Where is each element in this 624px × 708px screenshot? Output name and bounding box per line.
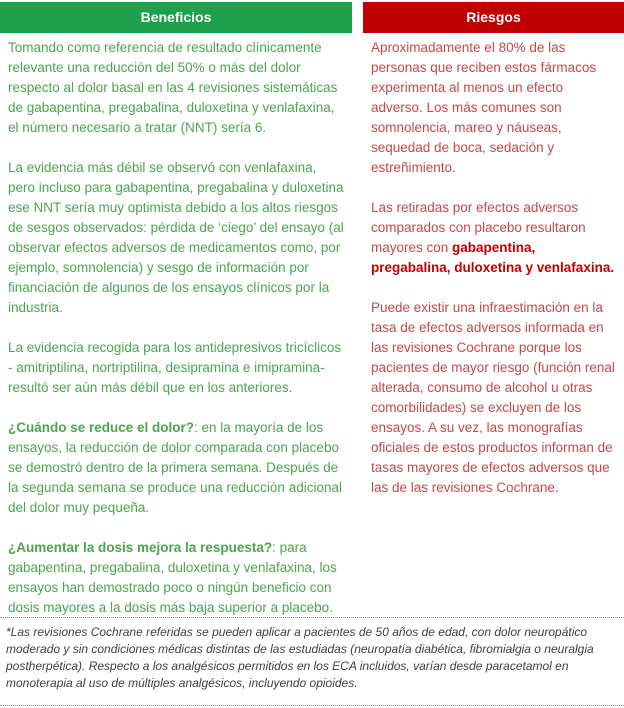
benefits-paragraph-tricyclics: La evidencia recogida para los antidepresivos tricíclicos - amitriptilina, nortriptilina, desipramina e imipramina- resultó ser aún más débil que en los anteriores.: [8, 340, 342, 395]
benefits-question-dose-lead: ¿Aumentar la dosis mejora la respuesta?: [8, 540, 273, 555]
benefits-question-when-lead: ¿Cuándo se reduce el dolor?: [8, 420, 195, 435]
risks-paragraph-withdrawals: [371, 198, 616, 278]
benefits-cell: [0, 33, 352, 617]
footnote: *Las revisiones Cochrane referidas se pueden aplicar a pacientes de 50 años de edad, con dolor neuropático moderado y sin condiciones médicas distintas de las estudiadas (neuropatía diabética, fibromialgia o neuralgia postherpética). Respecto a los analgésicos permitidos en los ECA incluidos, varían desde paracetamol en monoterapia al uso de múltiples analgésicos, incluyendo opioides.: [0, 617, 624, 706]
benefits-column: [0, 2, 352, 617]
benefits-question-dose-body: : para gabapentina, pregabalina, duloxetina y venlafaxina, los ensayos han demostrado poco o ningún beneficio con dosis mayores a la dosis más baja superior a placebo.: [8, 540, 337, 615]
risks-withdrawals-drugs-bold: gabapentina, pregabalina, duloxetina y venlafaxina.: [371, 240, 615, 275]
benefits-question-when-body: : en la mayoría de los ensayos, la reducción de dolor comparada con placebo se demostró dentro de la primera semana. Después de la segunda semana se produce una reducción adicional del dolor muy pequeña.: [8, 420, 342, 515]
risks-paragraph-adverse-effects: Aproximadamente el 80% de las personas que reciben estos fármacos experimenta al menos un efecto adverso. Los más comunes son somnolencia, mareo y náuseas, sequedad de boca, sedación y estreñimiento.: [371, 40, 597, 175]
benefits-paragraph-nnt: Tomando como referencia de resultado clínicamente relevante una reducción del 50% o más del dolor respecto al dolor basal en las 4 revisiones sistemáticas de gabapentina, pregabalina, duloxetina y venlafaxina, el número necesario a tratar (NNT) sería 6.: [8, 40, 338, 135]
benefits-paragraph-dose-increase: [8, 538, 344, 617]
risks-cell: [363, 33, 624, 617]
risks-withdrawals-body: Las retiradas por efectos adversos comparados con placebo resultaron mayores con: [371, 200, 586, 255]
benefits-paragraph-evidence-weak: La evidencia más débil se observó con venlafaxina, pero incluso para gabapentina, pregabalina y duloxetina ese NNT sería muy optimista debido a los altos riesgos de sesgos observados: pérdida de ‘ciego’ del ensayo (al observar efectos adversos de medicamentos como, por ejemplo, somnolencia) y sesgo de información por financiación de algunos de los ensayos clínicos por la industria.: [8, 160, 344, 315]
risks-header: Riesgos: [363, 2, 624, 33]
benefits-paragraph-when-pain-reduces: [8, 418, 344, 518]
risks-column: [363, 2, 624, 617]
risks-paragraph-underestimation: Puede existir una infraestimación en la tasa de efectos adversos informada en las revisiones Cochrane porque los pacientes de mayor riesgo (función renal alterada, consumo de alcohol u otras comorbilidades) se excluyen de los ensayos. A su vez, las monografías oficiales de estos productos informan de tasas mayores de efectos adversos que las de las revisiones Cochrane.: [371, 300, 615, 495]
benefits-header: Beneficios: [0, 2, 352, 33]
